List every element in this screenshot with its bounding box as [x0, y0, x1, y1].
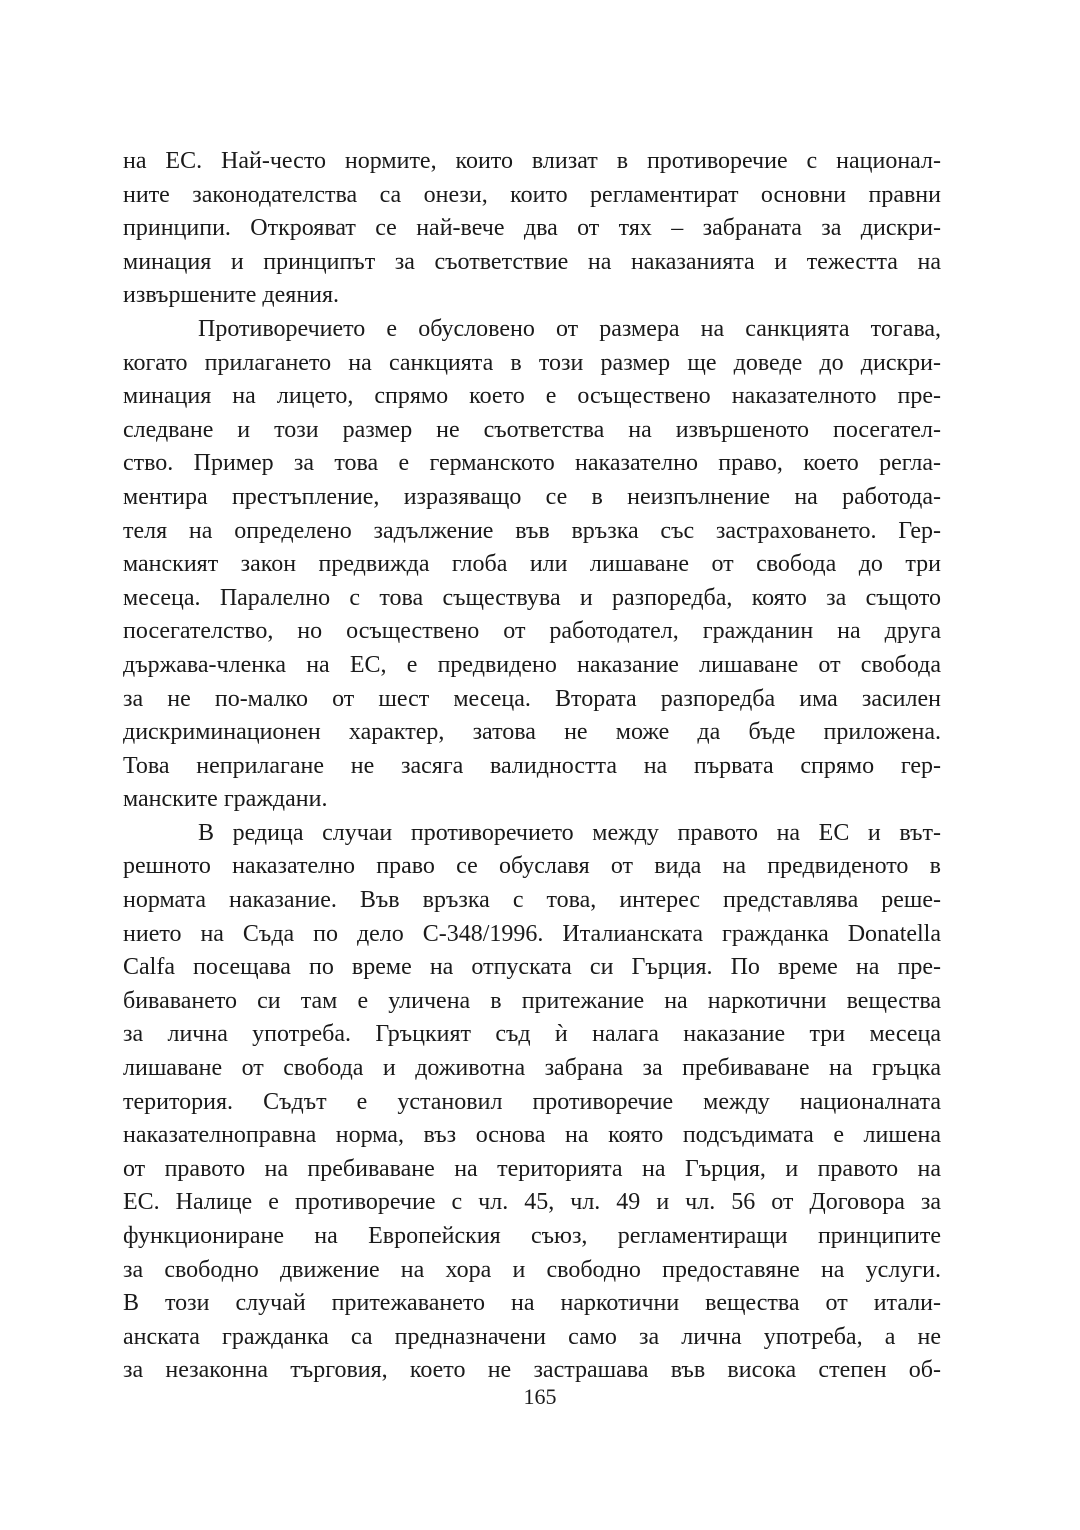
text-line: територия. Съдът е установил противоречие между националната: [123, 1088, 941, 1115]
text-line: лишаване от свобода и доживотна забрана за пребиваване на гръцка: [123, 1055, 941, 1082]
text-line: анската гражданка са предназначени само за лична употреба, а не: [123, 1323, 941, 1350]
text-line: от правото на пребиваване на територията на Гърция, и правото на: [123, 1155, 941, 1182]
text-line: манските граждани.: [123, 786, 328, 813]
text-line: В редица случаи противоречието между правото на ЕС и вът-: [198, 819, 941, 846]
page-number: 165: [523, 1384, 557, 1409]
text-line: нормата наказание. Във връзка с това, интерес представлява реше-: [123, 887, 941, 914]
paragraph-1: [123, 145, 941, 313]
text-line: В този случай притежаването на наркотични вещества от итали-: [123, 1290, 941, 1317]
text-line: следване и този размер не съответства на извършеното посегател-: [123, 416, 941, 443]
text-line: ЕС. Налице е противоречие с чл. 45, чл. 49 и чл. 56 от Договора за: [123, 1189, 941, 1216]
text-line: месеца. Паралелно с това съществува и разпоредба, която за същото: [123, 584, 941, 611]
text-line: Calfa посещава по време на отпуската си Гърция. По време на пре-: [123, 954, 941, 981]
text-line: когато прилагането на санкцията в този размер ще доведе до дискри-: [123, 349, 941, 376]
text-line: посегателство, но осъществено от работодател, гражданин на друга: [123, 618, 941, 645]
text-line: Противоречието е обусловено от размера на санкцията тогава,: [198, 315, 941, 342]
text-line: на ЕС. Най-често нормите, които влизат в противоречие с национал-: [123, 148, 941, 174]
text-line: минация на лицето, спрямо което е осъществено наказателното пре-: [123, 383, 941, 410]
text-line: ните законодателства са онези, които регламентират основни правни: [123, 181, 941, 208]
text-line: манският закон предвижда глоба или лишаване от свобода до три: [123, 551, 941, 578]
text-line: за не по-малко от шест месеца. Втората разпоредба има засилен: [123, 685, 941, 712]
text-line: решното наказателно право се обуславя от вида на предвиденото в: [123, 853, 941, 880]
text-line: биваването си там е уличена в притежание на наркотични вещества: [123, 987, 941, 1014]
text-line: Това неприлагане не засяга валидността на първата спрямо гер-: [123, 752, 941, 779]
text-line: наказателноправна норма, въз основа на която подсъдимата е лишена: [123, 1122, 941, 1149]
paragraph-2: [123, 313, 941, 817]
text-line: за свободно движение на хора и свободно предоставяне на услуги.: [123, 1256, 941, 1283]
paragraph-3: [123, 817, 941, 1388]
text-line: теля на определено задължение във връзка със застраховането. Гер-: [123, 517, 941, 544]
text-line: нието на Съда по дело С-348/1996. Италианската гражданка Donatella: [123, 920, 941, 947]
text-line: дискриминационен характер, затова не може да бъде приложена.: [123, 719, 941, 746]
text-line: извършените деяния.: [123, 282, 340, 309]
text-line: принципи. Открояват се най-вече два от тях – забраната за дискри-: [123, 215, 941, 242]
text-line: за незаконна търговия, което не застрашава във висока степен об-: [123, 1357, 941, 1384]
text-line: минация и принципът за съответствие на наказанията и тежестта на: [123, 248, 941, 275]
page-body: [123, 145, 941, 1388]
text-line: държава-членка на ЕС, е предвидено наказание лишаване от свобода: [123, 651, 941, 678]
text-line: ментира престъпление, изразяващо се в неизпълнение на работода-: [123, 483, 941, 510]
text-line: ство. Пример за това е германското наказателно право, което регла-: [123, 450, 941, 477]
text-line: за лична употреба. Гръцкият съд ѝ налага наказание три месеца: [123, 1021, 941, 1048]
text-line: функциониране на Европейския съюз, регламентиращи принципите: [123, 1223, 941, 1249]
